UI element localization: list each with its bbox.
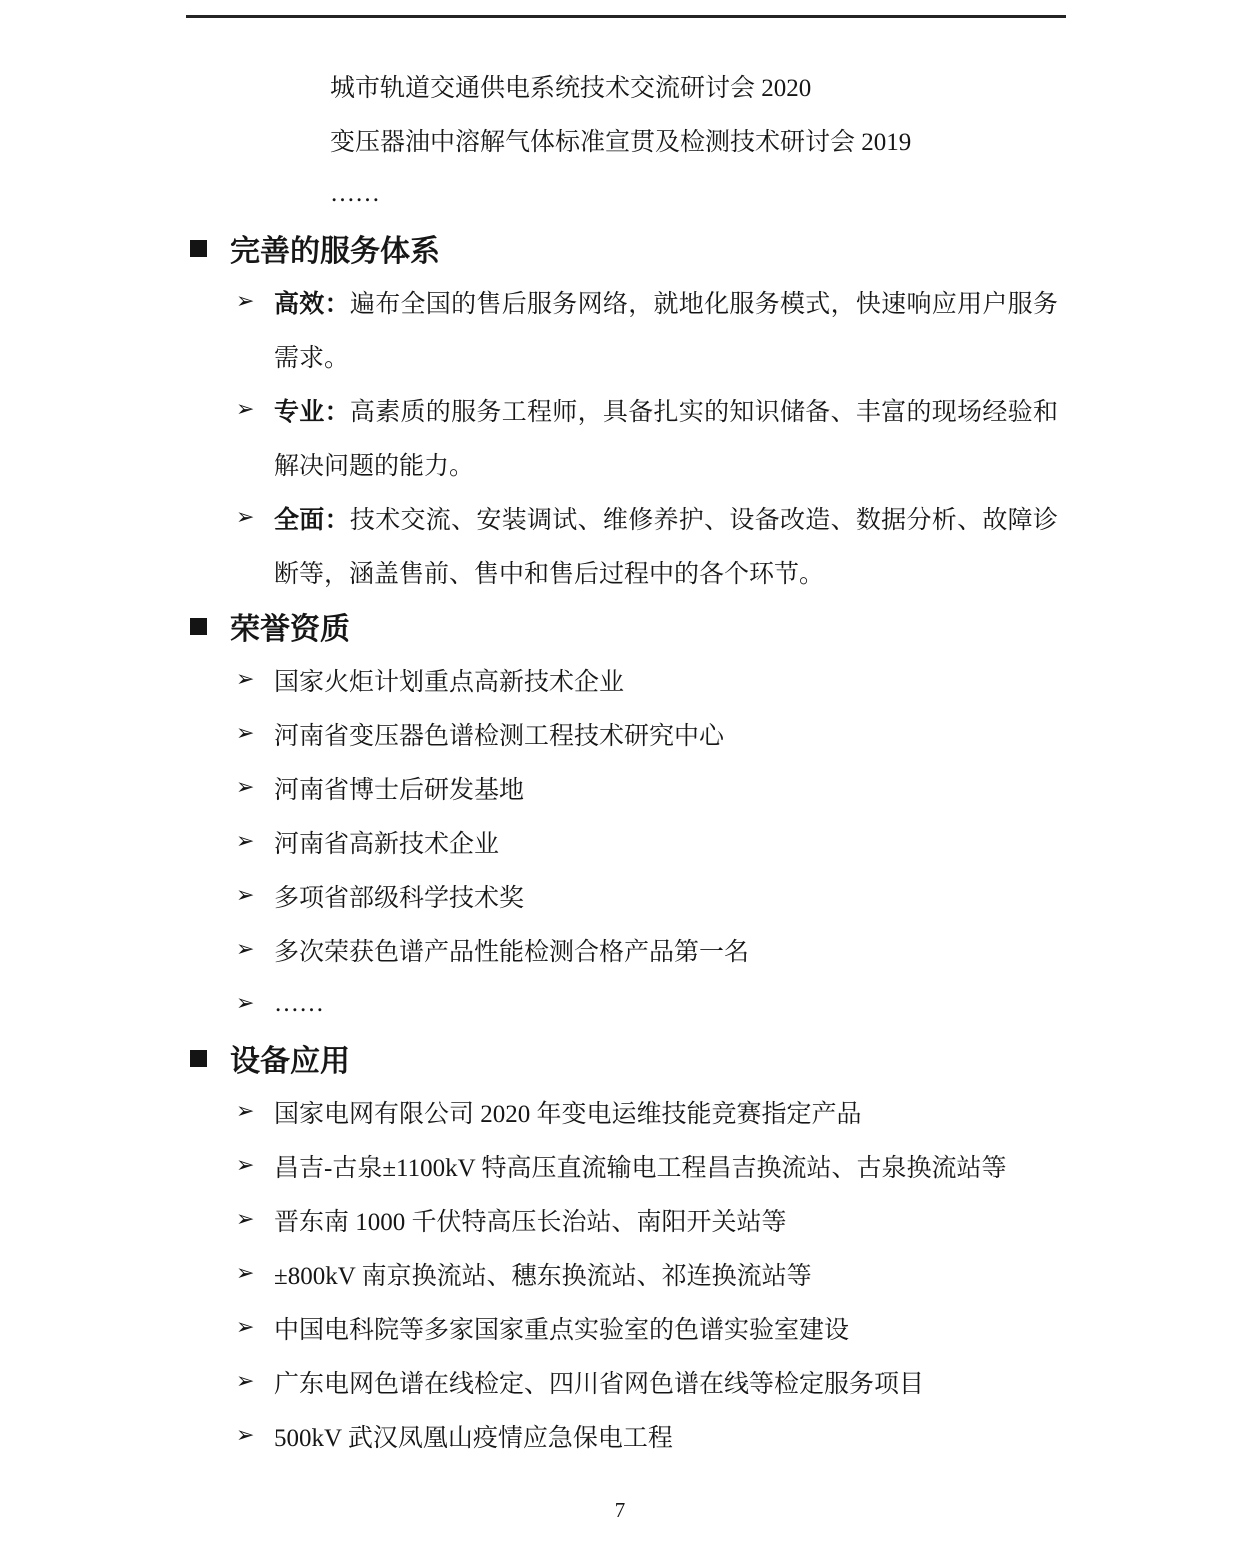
- intro-line-text: 城市轨道交通供电系统技术交流研讨会 2020: [330, 75, 812, 102]
- item-body: 断等，涵盖售前、售中和售后过程中的各个环节。: [274, 561, 825, 588]
- item-body: 解决问题的能力。: [274, 453, 475, 480]
- item-body: 需求。: [274, 345, 350, 372]
- intro-line: [0, 113, 1240, 167]
- list-item-text: 多项省部级科学技术奖: [274, 885, 525, 912]
- item-label: 高效：: [274, 291, 350, 318]
- item-label: 专业：: [274, 399, 350, 426]
- list-item: [0, 1301, 1240, 1355]
- list-item-text: 晋东南 1000 千伏特高压长治站、南阳开关站等: [274, 1209, 787, 1236]
- section-header-applications: [0, 1031, 1240, 1085]
- list-item: [0, 1355, 1240, 1409]
- arrow-bullet-icon: ➢: [236, 667, 255, 692]
- list-item-text: 河南省变压器色谱检测工程技术研究中心: [274, 723, 725, 750]
- list-item: [0, 491, 1240, 545]
- arrow-bullet-icon: ➢: [236, 505, 255, 530]
- arrow-bullet-icon: ➢: [236, 937, 255, 962]
- section-title: 完善的服务体系: [230, 235, 440, 268]
- list-item-continuation: [0, 437, 1240, 491]
- list-item-text: 多次荣获色谱产品性能检测合格产品第一名: [274, 939, 750, 966]
- list-item-text: 河南省高新技术企业: [274, 831, 500, 858]
- list-item: [0, 923, 1240, 977]
- list-item: [0, 815, 1240, 869]
- list-item: [0, 1247, 1240, 1301]
- intro-line-text: 变压器油中溶解气体标准宣贯及检测技术研讨会 2019: [330, 129, 912, 156]
- item-label: 全面：: [274, 507, 350, 534]
- arrow-bullet-icon: ➢: [236, 721, 255, 746]
- page-number: 7: [614, 1498, 626, 1522]
- list-item: [0, 707, 1240, 761]
- list-item-text: ……: [274, 990, 324, 1017]
- list-item-text: [274, 284, 1058, 320]
- list-item-text: [274, 392, 1058, 428]
- section-header-service-system: [0, 221, 1240, 275]
- list-item-text: ±800kV 南京换流站、穗东换流站、祁连换流站等: [274, 1263, 812, 1290]
- list-item: [0, 761, 1240, 815]
- item-body: 技术交流、安装调试、维修养护、设备改造、数据分析、故障诊: [349, 507, 1058, 534]
- section-title: 设备应用: [230, 1045, 350, 1078]
- arrow-bullet-icon: ➢: [236, 1207, 255, 1232]
- list-item: [0, 1409, 1240, 1463]
- list-item: [0, 869, 1240, 923]
- list-item-text: 国家火炬计划重点高新技术企业: [274, 669, 625, 696]
- arrow-bullet-icon: ➢: [236, 1369, 255, 1394]
- intro-line: [0, 59, 1240, 113]
- item-body: 高素质的服务工程师，具备扎实的知识储备、丰富的现场经验和: [349, 399, 1058, 426]
- section-title: 荣誉资质: [230, 613, 350, 646]
- list-item-ellipsis: [0, 977, 1240, 1031]
- list-item: [0, 383, 1240, 437]
- list-item-text: [274, 500, 1058, 536]
- list-item-text: 河南省博士后研发基地: [274, 777, 525, 804]
- arrow-bullet-icon: ➢: [236, 1315, 255, 1340]
- list-item: [0, 1139, 1240, 1193]
- list-item-text: 昌吉-古泉±1100kV 特高压直流输电工程昌吉换流站、古泉换流站等: [274, 1155, 1007, 1182]
- section-header-honors: [0, 599, 1240, 653]
- list-item-continuation: [0, 545, 1240, 599]
- arrow-bullet-icon: ➢: [236, 1153, 255, 1178]
- arrow-bullet-icon: ➢: [236, 1099, 255, 1124]
- square-bullet-icon: [190, 618, 207, 635]
- list-item: [0, 1085, 1240, 1139]
- list-item-continuation: [0, 329, 1240, 383]
- list-item: [0, 1193, 1240, 1247]
- square-bullet-icon: [190, 240, 207, 257]
- arrow-bullet-icon: ➢: [236, 829, 255, 854]
- arrow-bullet-icon: ➢: [236, 775, 255, 800]
- item-body: 遍布全国的售后服务网络，就地化服务模式，快速响应用户服务: [349, 291, 1058, 318]
- list-item-text: 广东电网色谱在线检定、四川省网色谱在线等检定服务项目: [274, 1371, 925, 1398]
- list-item-text: 500kV 武汉凤凰山疫情应急保电工程: [274, 1425, 673, 1452]
- arrow-bullet-icon: ➢: [236, 883, 255, 908]
- arrow-bullet-icon: ➢: [236, 397, 255, 422]
- list-item-text: 国家电网有限公司 2020 年变电运维技能竞赛指定产品: [274, 1101, 862, 1128]
- intro-line-text: ……: [330, 180, 380, 207]
- page-content: [0, 59, 1240, 1463]
- arrow-bullet-icon: ➢: [236, 1261, 255, 1286]
- arrow-bullet-icon: ➢: [236, 289, 255, 314]
- list-item: [0, 275, 1240, 329]
- arrow-bullet-icon: ➢: [236, 991, 255, 1016]
- list-item: [0, 653, 1240, 707]
- square-bullet-icon: [190, 1050, 207, 1067]
- list-item-text: 中国电科院等多家国家重点实验室的色谱实验室建设: [274, 1317, 850, 1344]
- intro-ellipsis: [0, 167, 1240, 221]
- header-rule: [186, 15, 1066, 18]
- arrow-bullet-icon: ➢: [236, 1423, 255, 1448]
